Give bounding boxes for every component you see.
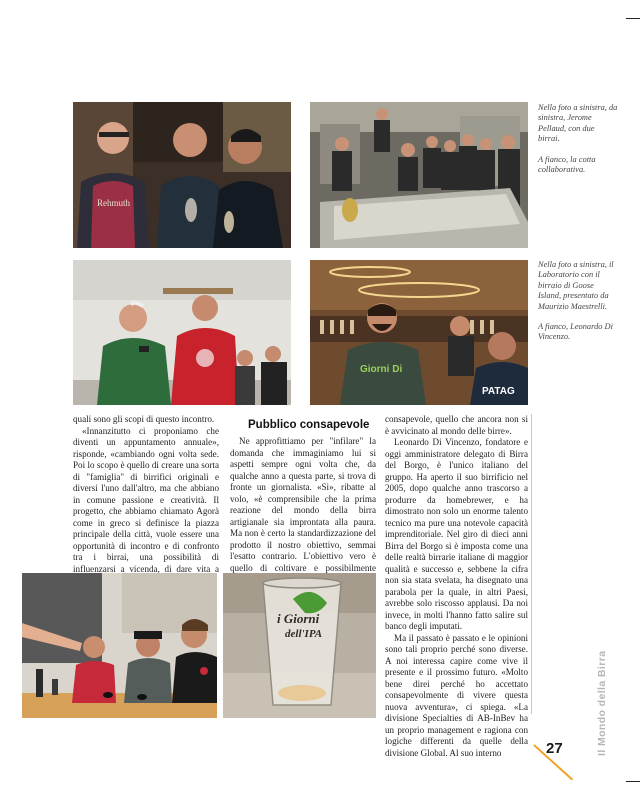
- caption-middle-line-1: Nella foto a sinistra, il Laboratorio con il birraio di Goose Island, presentato da Maurizio Maestrelli.: [538, 260, 614, 311]
- photo-collaborative-brew: [310, 102, 528, 248]
- caption-middle-line-2: A fianco, Leonardo Di Vincenzo.: [538, 322, 613, 342]
- col1-para-1: quali sono gli scopi di questo incontro.: [73, 414, 215, 424]
- article-column-2: [230, 436, 376, 586]
- page-number: 27: [546, 740, 563, 757]
- col3-para-2: Leonardo Di Vincenzo, fondatore e oggi amministratore delegato di Birra del Borgo, è l'unico italiano del gruppo. Ha aperto il suo birrificio nel 2005, dopo qualche anno trascorso a produrre da homebrewer, e ha dimostrato non solo un enorme talento tecnico ma pure una notevole capacità imprenditoriale. Nel giro di dieci anni Birra del Borgo si è imposta come una delle realtà birrarie italiane di maggior qualità e successo e, sebbene la cifra non sia stata svelata, ha disegnato una parabola per la quale, in altri Paesi, avrebbe solo riscosso applausi. Da noi invece, in molti l'hanno fatto salire sul banco degli imputati.: [385, 437, 528, 631]
- photo-tasting-panel: [22, 573, 217, 718]
- magazine-name-spine: Il Mondo della Birra: [596, 650, 608, 756]
- column-divider: [531, 414, 532, 714]
- caption-middle: [538, 260, 618, 353]
- caption-top: [538, 103, 618, 185]
- article-column-1: [73, 414, 219, 587]
- crop-mark-top-right: [626, 18, 640, 19]
- col2-para-1: Ne approfittiamo per "infilare" la domanda che immaginiamo lui si aspetti sempre ogni volta che, da qualche anno a questa parte, si trova di fronte un giornalista. «Sì», ribatte al volo, «è comprensibile che la prima reazione del mondo della birra artigianale sia improntata alla paura. Ma non è certo la standardizzazione del prodotto il nostro obiettivo, semmai l'esatto contrario. L'obiettivo vero è quello di coltivare e possibilmente: [230, 436, 376, 573]
- photo-shirt-text: Rehmuth: [97, 198, 130, 208]
- photo-giorni-ipa-glass: [223, 573, 376, 718]
- photo-leonardo-di-vincenzo: [310, 260, 528, 405]
- crop-mark-bottom-right: [626, 781, 640, 782]
- glass-text-line-2: dell'IPA: [285, 628, 323, 640]
- section-subhead: Pubblico consapevole: [248, 419, 370, 431]
- photo-jerome-pellaud-brewers: [73, 102, 291, 248]
- col3-para-1: consapevole, quello che ancora non si è avvicinato al mondo delle birre».: [385, 414, 528, 436]
- col1-para-2: «Innanzitutto ci proponiamo che diventi un appuntamento annuale», risponde, «cambiando ogni volta sede. Poi lo scopo è quello di creare una sorta di "famiglia" di birrifici originali e diversi l'uno dall'altro, ma che abbiano in comune passione e creatività. Il progetto, che abbiamo chiamato Agorà come in greco si definisce la piazza principale della città, vuole essere una opportunità di incontro e di confronto tra i birrai, una possibilità di influenzarsi a vicenda, di dare vita a: [73, 425, 219, 574]
- caption-top-line-1: Nella foto a sinistra, da sinistra, Jerome Pellaud, con due birrai.: [538, 103, 618, 144]
- glass-text-line-1: i Giorni: [277, 611, 320, 626]
- photo-goose-island-laboratorio: [73, 260, 291, 405]
- photo-shirt-text: Giorni Di: [360, 364, 403, 375]
- caption-top-line-2: A fianco, la cotta collaborativa.: [538, 154, 596, 175]
- photo-shirt-text: PATAG: [482, 386, 515, 397]
- col3-para-3: Ma il passato è passato e le opinioni sono tali proprio perché sono diverse. A noi interessa capire come vive il presente e il prossimo futuro. «Molto bene direi perché ho accettato consapevolmente di vivere questa nuova avventura», ci spiega. «La divisione Specialties di AB-InBev ha un proprio management e ragiona con logiche differenti da quelle della divisione Global. Al suo interno: [385, 632, 528, 758]
- article-column-3: [385, 414, 528, 759]
